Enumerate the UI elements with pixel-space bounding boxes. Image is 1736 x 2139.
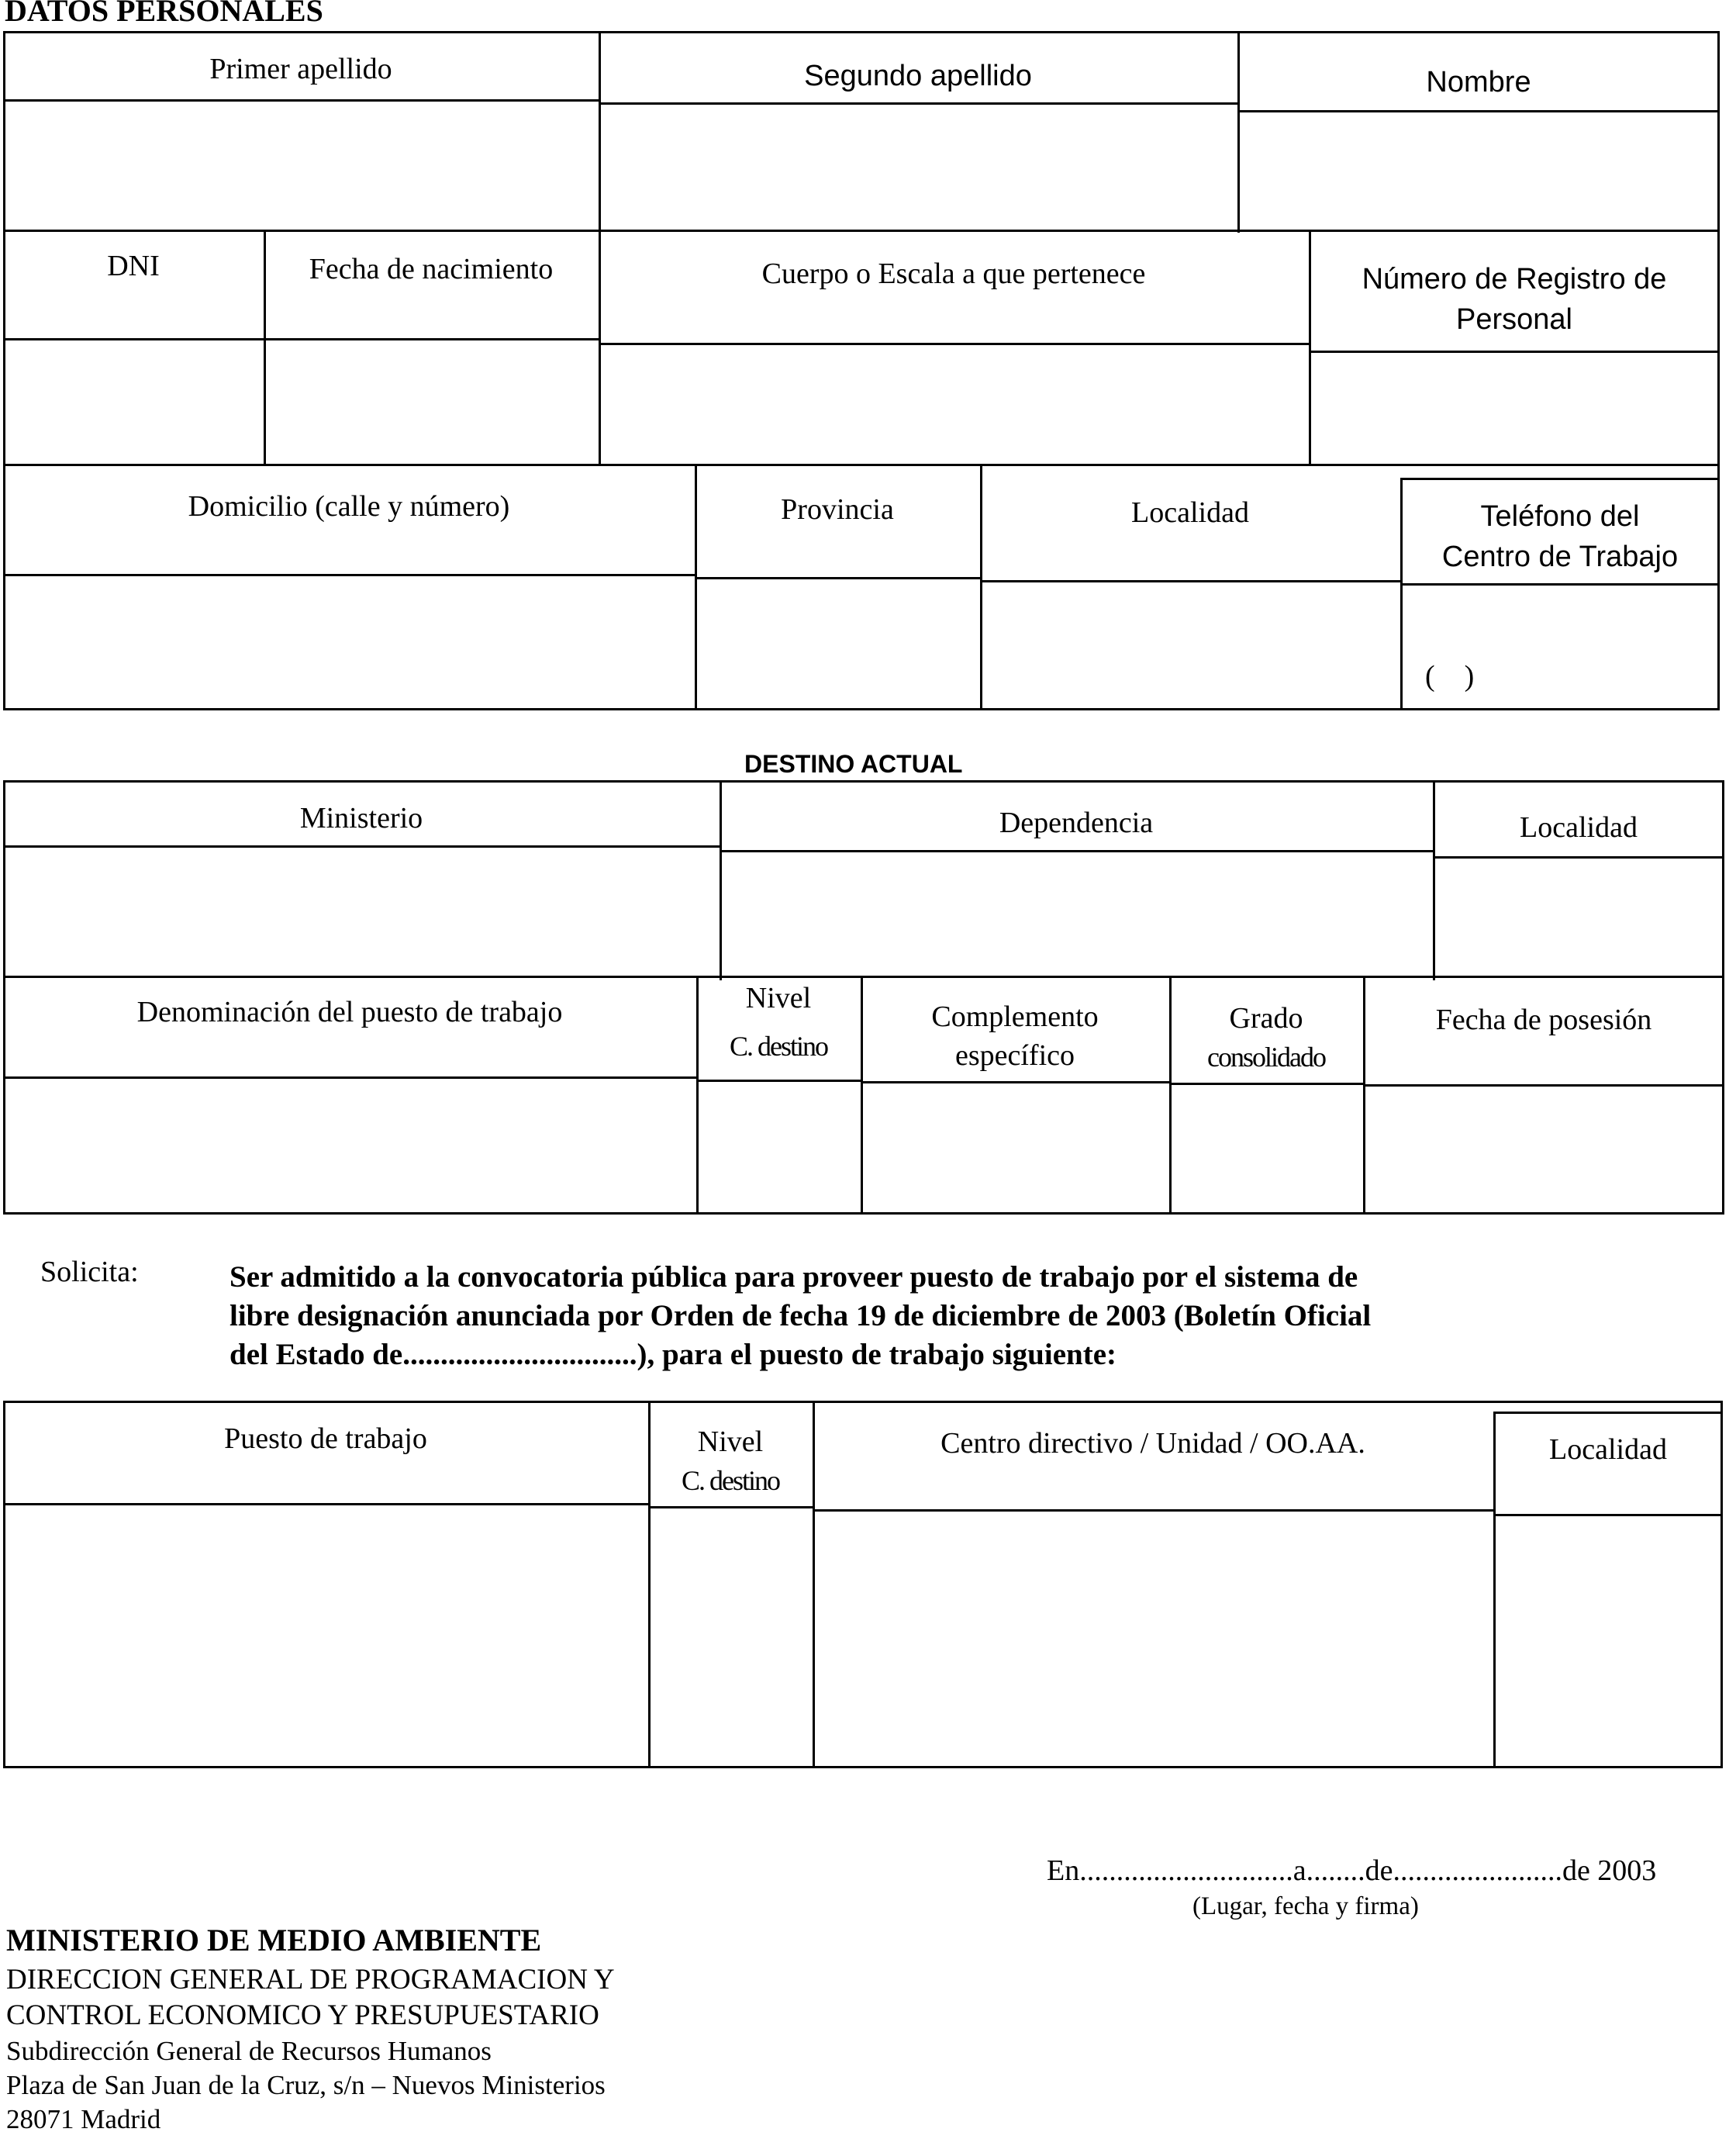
divider: [1169, 1083, 1363, 1085]
divider: [3, 845, 720, 848]
dni-field[interactable]: [6, 343, 261, 461]
label-localidad-solicitada: Localidad: [1549, 1433, 1667, 1466]
label-nivel-line1: Nivel: [745, 982, 812, 1014]
label-dni: DNI: [107, 250, 160, 282]
label-ministerio: Ministerio: [299, 802, 423, 835]
solicita-label: Solicita:: [40, 1256, 139, 1288]
nombre-field[interactable]: [1241, 115, 1717, 226]
footer-line-2: CONTROL ECONOMICO Y PRESUPUESTARIO: [6, 1999, 599, 2031]
footer-line-4: Plaza de San Juan de la Cruz, s/n – Nuevos Ministerios: [6, 2070, 606, 2100]
label-telefono-line1: Teléfono del: [1480, 500, 1640, 533]
divider: [1237, 31, 1240, 233]
divider: [3, 338, 599, 340]
label-cuerpo-escala: Cuerpo o Escala a que pertenece: [761, 257, 1146, 290]
primer-apellido-field[interactable]: [6, 104, 595, 226]
divider: [696, 1080, 861, 1082]
divider: [1363, 1084, 1724, 1087]
section-title-datos-personales: DATOS PERSONALES: [5, 0, 323, 28]
divider: [1309, 351, 1720, 353]
label-grado-line1: Grado: [1229, 1002, 1303, 1035]
divider: [3, 230, 1720, 232]
divider: [980, 580, 1400, 582]
fecha-nacimiento-field[interactable]: [267, 343, 595, 461]
telefono-field[interactable]: [1403, 588, 1717, 707]
ministerio-field[interactable]: [6, 850, 716, 973]
telefono-prefix: ( ): [1425, 660, 1475, 693]
localidad-actual-field[interactable]: [1436, 861, 1721, 973]
solicita-text: [230, 1258, 1486, 1374]
label-nrp-line2: Personal: [1456, 303, 1572, 336]
label-telefono-line2: Centro de Trabajo: [1441, 541, 1679, 573]
divider: [3, 99, 599, 102]
denominacion-field[interactable]: [6, 1081, 693, 1211]
complemento-field[interactable]: [864, 1086, 1166, 1211]
divider: [695, 577, 980, 579]
label-complemento-line1: Complemento: [931, 1000, 1099, 1033]
nrp-field[interactable]: [1312, 355, 1717, 461]
footer-ministerio: MINISTERIO DE MEDIO AMBIENTE: [6, 1923, 542, 1958]
divider: [1493, 1412, 1723, 1414]
nivel-actual-field[interactable]: [699, 1084, 858, 1211]
divider: [1493, 1514, 1723, 1516]
section-title-destino-actual: DESTINO ACTUAL: [744, 750, 963, 778]
grado-field[interactable]: [1172, 1087, 1360, 1211]
label-nivel-line2: C. destino: [729, 1031, 827, 1062]
domicilio-field[interactable]: [6, 579, 692, 707]
divider: [1400, 583, 1720, 586]
label-localidad: Localidad: [1131, 496, 1249, 529]
divider: [1237, 110, 1720, 112]
label-nivel-solicitado-line2: C. destino: [681, 1465, 779, 1496]
divider: [1433, 856, 1724, 859]
label-localidad-actual: Localidad: [1520, 811, 1638, 844]
divider: [813, 1509, 1493, 1512]
label-domicilio: Domicilio (calle y número): [188, 490, 510, 523]
label-grado-line2: consolidado: [1207, 1042, 1325, 1073]
divider: [599, 343, 1309, 345]
footer-line-3: Subdirección General de Recursos Humanos: [6, 2036, 492, 2066]
solicita-line-3: del Estado de...............................), para el puesto de trabajo siguiente:: [230, 1338, 1116, 1371]
dependencia-field[interactable]: [723, 855, 1430, 973]
solicita-line-2: libre designación anunciada por Orden de fecha 19 de diciembre de 2003 (Boletín Oficial: [230, 1299, 1372, 1332]
footer-line-1: DIRECCION GENERAL DE PROGRAMACION Y: [6, 1964, 615, 1996]
segundo-apellido-field[interactable]: [602, 107, 1234, 226]
nivel-solicitado-field[interactable]: [651, 1511, 809, 1765]
label-segundo-apellido: Segundo apellido: [804, 60, 1032, 92]
label-dependencia: Dependencia: [999, 807, 1154, 839]
divider: [599, 102, 1237, 105]
divider: [3, 1076, 696, 1079]
label-provincia: Provincia: [781, 493, 894, 526]
divider: [3, 464, 1720, 466]
centro-directivo-field[interactable]: [816, 1514, 1490, 1765]
divider: [3, 976, 1724, 978]
fecha-posesion-field[interactable]: [1366, 1089, 1721, 1211]
divider: [1400, 478, 1720, 480]
divider: [648, 1506, 813, 1508]
label-puesto-trabajo: Puesto de trabajo: [224, 1422, 427, 1455]
label-nrp-line1: Número de Registro de: [1362, 263, 1667, 295]
label-primer-apellido: Primer apellido: [209, 53, 392, 85]
label-centro-directivo: Centro directivo / Unidad / OO.AA.: [940, 1427, 1365, 1460]
firma-caption: (Lugar, fecha y firma): [1192, 1892, 1419, 1920]
puesto-trabajo-field[interactable]: [6, 1508, 645, 1765]
divider: [3, 574, 695, 576]
solicita-line-1: Ser admitido a la convocatoria pública para proveer puesto de trabajo por el sistema de: [230, 1260, 1358, 1294]
divider: [720, 850, 1433, 852]
label-denominacion: Denominación del puesto de trabajo: [136, 996, 563, 1028]
cuerpo-escala-field[interactable]: [602, 347, 1306, 461]
localidad-field[interactable]: [983, 585, 1397, 707]
label-nivel-solicitado-line1: Nivel: [697, 1425, 764, 1458]
label-nombre: Nombre: [1426, 66, 1531, 98]
label-fecha-posesion: Fecha de posesión: [1435, 1004, 1652, 1036]
divider: [861, 1081, 1169, 1083]
divider: [3, 1503, 648, 1505]
label-fecha-nacimiento: Fecha de nacimiento: [309, 253, 554, 285]
localidad-solicitada-field[interactable]: [1496, 1519, 1720, 1765]
provincia-field[interactable]: [698, 582, 977, 707]
firma-line: En.............................a........de.......................de 2003: [1047, 1854, 1657, 1887]
label-complemento-line2: específico: [954, 1039, 1075, 1072]
footer-line-5: 28071 Madrid: [6, 2104, 161, 2134]
